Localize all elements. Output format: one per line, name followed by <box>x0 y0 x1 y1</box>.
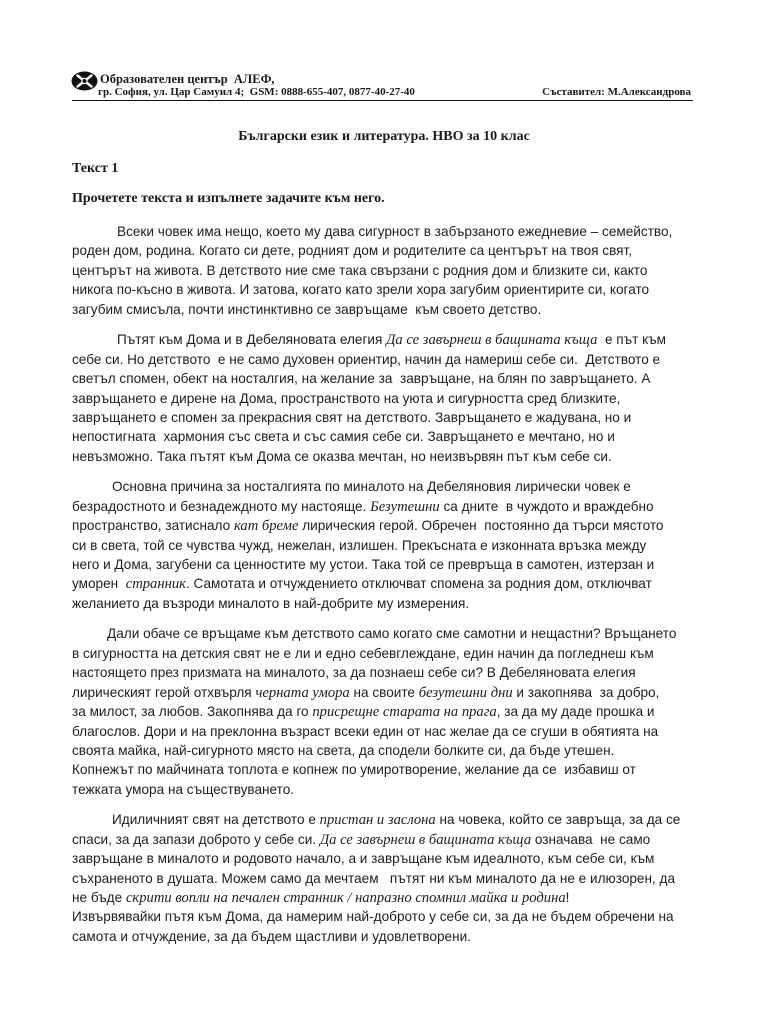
italic-quote: странник <box>125 576 186 593</box>
text-line <box>72 555 712 574</box>
text-segment: центърът на живота. В детството ние сме така свързани с родния дом и близките си, както <box>72 262 648 278</box>
text-segment: е път към <box>597 332 666 348</box>
text-segment: Копнежът по майчината топлота е копнеж по умиротворение, желание да се избавиш от <box>72 762 636 778</box>
text-line <box>72 280 712 299</box>
aleph-logo <box>71 71 98 91</box>
text-line <box>72 810 712 829</box>
paragraph <box>72 477 712 613</box>
paragraph <box>72 330 712 466</box>
text-segment: никога по-късно в живота. И затова, когато като зрели хора загубим ориентирите си, когато <box>72 282 650 298</box>
logo-icon <box>71 71 98 91</box>
italic-quote: Да се завърнеш в бащината къща <box>386 332 598 349</box>
text-segment: за милост, за любов. Закопнява да го <box>72 704 313 720</box>
text-line <box>72 408 712 427</box>
text-line <box>72 780 712 799</box>
text-segment: светъл спомен, обект на носталгия, на желание за завръщане, на блян по завръщането. А <box>72 371 651 387</box>
text-segment: означава не само <box>531 831 651 847</box>
text-line <box>72 927 712 946</box>
text-line <box>72 369 712 388</box>
text-segment: тежката умора на съществуването. <box>72 781 295 797</box>
italic-quote: пристан и заслона <box>319 812 436 829</box>
text-segment: своята майка, най-сигурното място на света, да сподели болките си, да бъде утешен. <box>72 742 615 758</box>
text-segment: не бъде <box>72 890 126 905</box>
italic-quote: Да се завърнеш в бащината къща <box>319 831 532 848</box>
text-line <box>72 849 712 868</box>
document-title: Български език и литература. НВО за 10 клас <box>238 129 530 144</box>
text-label: Текст 1 <box>72 161 119 176</box>
text-segment: Дали обаче се връщаме към детството само когато сме самотни и нещастни? Връщането <box>107 626 677 642</box>
paragraph <box>72 624 712 799</box>
text-segment: уморен <box>72 576 126 592</box>
text-line <box>72 683 712 702</box>
text-line <box>72 907 712 926</box>
header-divider <box>72 100 693 101</box>
text-line <box>72 389 712 408</box>
text-segment: . Самотата и отчуждението отключват спомена за родния дом, отключват <box>185 576 652 592</box>
text-line <box>72 888 712 907</box>
text-line <box>72 574 712 593</box>
text-line <box>72 261 712 280</box>
text-segment: самота и отчуждение, за да бъдем щастливи и удовлетворени. <box>72 928 471 944</box>
text-segment: благослов. Дори и на преклонна възраст всеки един от нас желае да се сгуши в обятията на <box>72 723 659 739</box>
text-line <box>72 330 712 349</box>
text-segment: себе си. Но детството е не само духовен ориентир, начин да намериш себе си. Детството е <box>72 351 661 367</box>
text-line <box>72 702 712 721</box>
text-line <box>72 300 712 319</box>
text-line <box>72 536 712 555</box>
text-segment: Основна причина за носталгията по миналото на Дебеляновия лирически човек е <box>112 479 631 495</box>
text-segment: са дните в чуждото и враждебно <box>439 498 654 514</box>
text-segment: невъзможно. Така пътят към Дома се оказва мечтан, но неизвървян път към себе си. <box>72 448 612 464</box>
text-segment: в сигурността на детския свят не е ли и едно себевглеждане, един начин да погледнеш към <box>72 645 654 661</box>
text-line <box>72 830 712 849</box>
text-segment: завръщането е спомен за прекрасния свят на детството. Завръщането е жадувана, но и <box>72 409 632 425</box>
text-line <box>72 516 712 535</box>
paragraph <box>72 810 712 946</box>
instruction: Прочетете текста и изпълнете задачите към него. <box>72 191 385 206</box>
text-segment: роден дом, родина. Когато си дете, родният дом и родителите са центърът на твоя свят, <box>72 243 633 259</box>
text-segment: загубим смисъла, почти инстинктивно се завръщаме към своето детство. <box>72 301 542 317</box>
text-line <box>72 644 712 663</box>
italic-quote: кат бреме <box>233 518 299 535</box>
text-line <box>72 722 712 741</box>
text-segment: пространство, затиснало <box>72 518 234 534</box>
text-segment: Извървявайки пътя към Дома, да намерим най-доброто у себе си, за да не бъдем обречени на <box>72 909 674 925</box>
text-segment: Всеки човек има нещо, което му дава сигурност в забързаното ежедневие – семейство, <box>117 224 673 239</box>
text-line <box>72 760 712 779</box>
text-line <box>72 624 712 643</box>
text-line <box>72 241 712 260</box>
text-segment: спаси, за да запази доброто у себе си. <box>72 831 320 847</box>
text-segment: Идиличният свят на детството е <box>112 812 320 828</box>
italic-quote: скрити вопли на печален странник / напразно спомнил майка и родина <box>125 890 566 906</box>
text-line <box>72 869 712 888</box>
text-segment: Пътят към Дома и в Дебеляновата елегия <box>117 332 387 348</box>
text-segment: на своите <box>349 684 419 700</box>
italic-quote: безутешни дни <box>418 684 513 701</box>
text-line <box>72 447 712 466</box>
text-segment: непостигната хармония със света и със самия себе си. Завръщането е мечтано, но и <box>72 429 615 445</box>
text-segment: завръщането е дирене на Дома, пространството на уюта и сигурността сред близките, <box>72 390 621 406</box>
italic-quote: черната умора <box>255 684 350 701</box>
author-credit: Съставител: М.Александрова <box>542 86 691 98</box>
text-segment: него и Дома, загубени са ценностите му устои. Така той се превръща в самотен, изтерзан и <box>72 557 655 572</box>
text-segment: ! <box>565 890 570 905</box>
organization-name: Образователен център АЛЕФ, <box>100 72 275 86</box>
text-segment: си в света, той се чувства чужд, нежелан, излишен. Прекъсната е изконната връзка между <box>72 537 647 553</box>
organization-address: гр. София, ул. Цар Самуил 4; GSM: 0888-655-407, 0877-40-27-40 <box>98 86 415 98</box>
text-line <box>72 497 712 516</box>
text-segment: и закопнява за добро, <box>512 684 660 700</box>
text-segment: завръщане в миналото и родовото начало, а и завръщане към идеалното, към себе си, към <box>72 851 655 867</box>
text-segment: съхраненото в душата. Можем само да мечтаем пътят ни към миналото да не е илюзорен, да <box>72 870 676 886</box>
body-text <box>72 222 712 946</box>
text-line <box>72 350 712 369</box>
text-segment: безрадостното и безнадеждното му настояще. <box>72 498 371 514</box>
text-line <box>72 663 712 682</box>
text-segment: лирическия герой. Обречен постоянно да търси мястото <box>298 518 664 534</box>
text-segment: желанието да възроди миналото в най-добрите му измерения. <box>72 595 470 611</box>
text-line <box>72 741 712 760</box>
italic-quote: Безутешни <box>370 498 440 515</box>
text-line <box>72 594 712 613</box>
text-segment: настоящето през призмата на миналото, за да познаеш себе си? В Дебеляновата елегия <box>72 665 636 681</box>
text-line <box>72 222 712 241</box>
italic-quote: присрещне старата на прага <box>312 704 497 721</box>
text-segment: на човека, който се завръща, за да се <box>435 812 681 828</box>
text-segment: лирическият герой отхвърля <box>72 684 256 700</box>
text-line <box>72 477 712 496</box>
text-segment: , за да му даде прошка и <box>496 704 655 720</box>
paragraph <box>72 222 712 319</box>
text-line <box>72 427 712 446</box>
